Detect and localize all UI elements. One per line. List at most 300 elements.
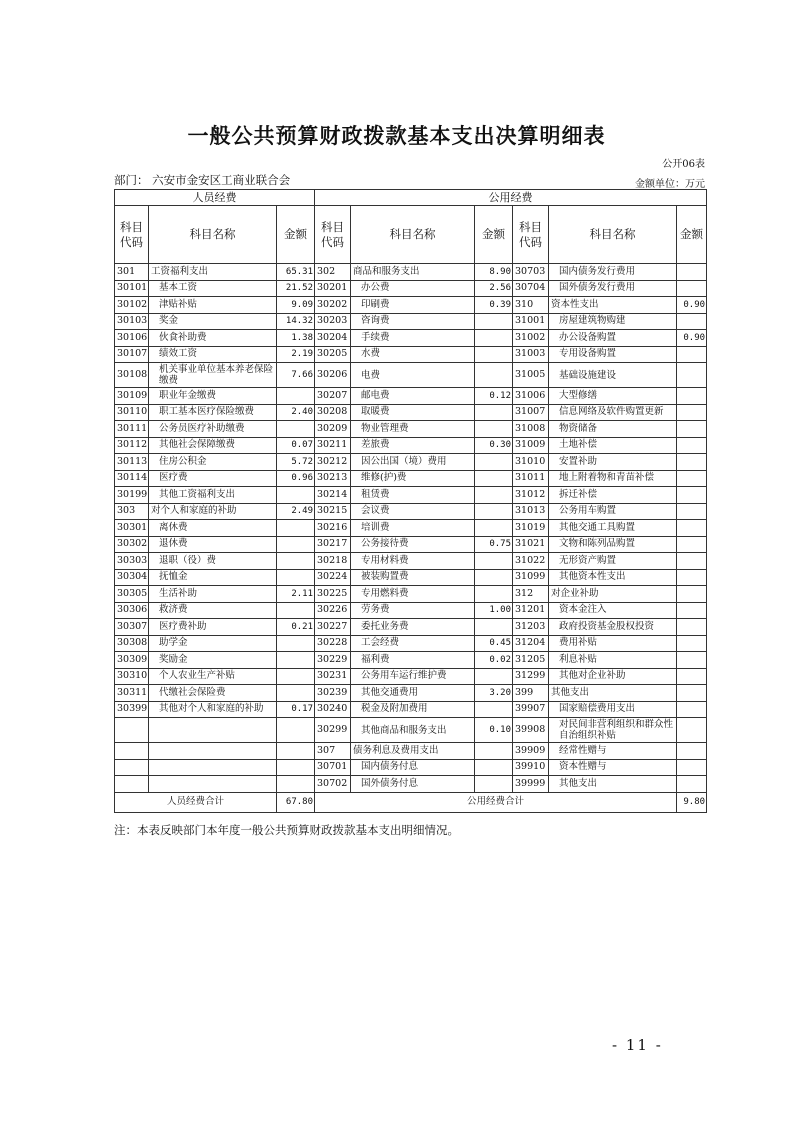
amount-value: [475, 520, 513, 537]
subject-code: 30212: [315, 454, 351, 471]
subject-name: 债务利息及费用支出: [351, 743, 475, 760]
code-header: 科目代码: [315, 206, 351, 264]
amount-value: 0.12: [475, 388, 513, 405]
subject-name: 其他对企业补助: [549, 668, 677, 685]
subject-name: 劳务费: [351, 602, 475, 619]
personnel-total-value: 67.80: [277, 792, 315, 812]
subject-name: 租赁费: [351, 487, 475, 504]
subject-name: 电费: [351, 363, 475, 388]
amount-value: 0.21: [277, 619, 315, 636]
subject-name: 文物和陈列品购置: [549, 536, 677, 553]
amount-value: [677, 652, 707, 669]
subject-name: [149, 743, 277, 760]
subject-code: 30101: [115, 280, 149, 297]
subject-code: 30227: [315, 619, 351, 636]
amount-value: 0.45: [475, 635, 513, 652]
amount-value: [277, 569, 315, 586]
amount-value: [677, 363, 707, 388]
amount-value: 0.02: [475, 652, 513, 669]
subject-code: [115, 776, 149, 793]
table-row: [115, 313, 707, 330]
subject-code: 31021: [513, 536, 549, 553]
subject-name: 职工基本医疗保险缴费: [149, 404, 277, 421]
subject-name: 培训费: [351, 520, 475, 537]
amount-value: [277, 759, 315, 776]
amount-value: 0.90: [677, 330, 707, 347]
subject-name: 安置补助: [549, 454, 677, 471]
subject-code: 30202: [315, 297, 351, 314]
amount-value: 0.90: [677, 297, 707, 314]
table-row: [115, 553, 707, 570]
subject-code: 39910: [513, 759, 549, 776]
amount-value: [677, 454, 707, 471]
table-row: [115, 652, 707, 669]
amount-value: [475, 363, 513, 388]
subject-name: 工会经费: [351, 635, 475, 652]
subject-code: 31012: [513, 487, 549, 504]
subject-code: 30214: [315, 487, 351, 504]
subject-code: 30399: [115, 701, 149, 718]
subject-code: 30109: [115, 388, 149, 405]
amount-value: [677, 313, 707, 330]
page-number: - 11 -: [612, 1036, 663, 1054]
amount-value: [277, 685, 315, 702]
subject-name: 差旅费: [351, 437, 475, 454]
table-row: [115, 503, 707, 520]
table-row: [115, 685, 707, 702]
subject-code: [115, 743, 149, 760]
amount-value: [475, 346, 513, 363]
subject-code: 31022: [513, 553, 549, 570]
amount-header: 金额: [475, 206, 513, 264]
subject-code: 30226: [315, 602, 351, 619]
subject-code: 31204: [513, 635, 549, 652]
subject-code: 30204: [315, 330, 351, 347]
table-row: [115, 470, 707, 487]
subject-name: 国外债务发行费用: [549, 280, 677, 297]
subject-code: 31006: [513, 388, 549, 405]
subject-name: 取暖费: [351, 404, 475, 421]
subject-name: 伙食补助费: [149, 330, 277, 347]
subject-code: 312: [513, 586, 549, 603]
amount-value: [677, 718, 707, 743]
amount-value: [277, 487, 315, 504]
amount-value: 65.31: [277, 264, 315, 281]
amount-header: 金额: [277, 206, 315, 264]
subject-name: 咨询费: [351, 313, 475, 330]
amount-value: [277, 718, 315, 743]
subject-code: [115, 718, 149, 743]
subject-code: 31007: [513, 404, 549, 421]
subject-code: 31002: [513, 330, 549, 347]
subject-name: 资本金注入: [549, 602, 677, 619]
subject-code: 30106: [115, 330, 149, 347]
table-row: [115, 759, 707, 776]
amount-value: [677, 776, 707, 793]
table-row: [115, 487, 707, 504]
subject-code: 30303: [115, 553, 149, 570]
code-header: 科目代码: [513, 206, 549, 264]
subject-name: [149, 759, 277, 776]
subject-code: 303: [115, 503, 149, 520]
amount-value: [475, 586, 513, 603]
amount-value: [475, 759, 513, 776]
subject-name: 国内债务发行费用: [549, 264, 677, 281]
subject-name: 其他资本性支出: [549, 569, 677, 586]
amount-value: [277, 421, 315, 438]
amount-value: [475, 470, 513, 487]
subject-name: 福利费: [351, 652, 475, 669]
amount-value: 0.96: [277, 470, 315, 487]
amount-value: [677, 520, 707, 537]
subject-code: 39999: [513, 776, 549, 793]
subject-name: 土地补偿: [549, 437, 677, 454]
amount-value: 2.11: [277, 586, 315, 603]
subject-name: 离休费: [149, 520, 277, 537]
amount-value: [277, 602, 315, 619]
amount-value: [677, 701, 707, 718]
table-row: [115, 602, 707, 619]
amount-value: [677, 743, 707, 760]
amount-value: [277, 776, 315, 793]
subject-name: 国家赔偿费用支出: [549, 701, 677, 718]
subject-name: 国内债务付息: [351, 759, 475, 776]
subject-code: 30205: [315, 346, 351, 363]
form-number: 公开06表: [662, 159, 705, 170]
amount-value: 0.30: [475, 437, 513, 454]
subject-code: 31010: [513, 454, 549, 471]
subject-code: 30703: [513, 264, 549, 281]
subject-code: 30218: [315, 553, 351, 570]
subject-code: 30213: [315, 470, 351, 487]
subject-code: 30203: [315, 313, 351, 330]
subject-name: 生活补助: [149, 586, 277, 603]
amount-value: [475, 503, 513, 520]
subject-name: 抚恤金: [149, 569, 277, 586]
table-row: [115, 701, 707, 718]
subject-code: 31005: [513, 363, 549, 388]
amount-value: [475, 421, 513, 438]
table-row: [115, 388, 707, 405]
subject-code: 30228: [315, 635, 351, 652]
amount-value: [277, 652, 315, 669]
amount-value: [277, 635, 315, 652]
table-row: [115, 776, 707, 793]
subject-code: 31201: [513, 602, 549, 619]
amount-value: 2.40: [277, 404, 315, 421]
subject-code: 30207: [315, 388, 351, 405]
amount-header: 金额: [677, 206, 707, 264]
subject-name: 基础设施建设: [549, 363, 677, 388]
subject-name: 救济费: [149, 602, 277, 619]
subject-code: 310: [513, 297, 549, 314]
code-header: 科目代码: [115, 206, 149, 264]
amount-value: [677, 553, 707, 570]
amount-value: [475, 454, 513, 471]
table-row: [115, 454, 707, 471]
subject-name: 费用补贴: [549, 635, 677, 652]
subject-name: 被装购置费: [351, 569, 475, 586]
subject-code: 31299: [513, 668, 549, 685]
subject-code: 31009: [513, 437, 549, 454]
table-row: [115, 437, 707, 454]
subject-name: 工资福利支出: [149, 264, 277, 281]
subject-name: 对民间非营利组织和群众性自治组织补贴: [549, 718, 677, 743]
subject-code: 30239: [315, 685, 351, 702]
subject-code: 39908: [513, 718, 549, 743]
subject-code: 30702: [315, 776, 351, 793]
amount-value: [677, 421, 707, 438]
amount-value: 3.20: [475, 685, 513, 702]
table-row: [115, 346, 707, 363]
amount-value: [677, 685, 707, 702]
page-title: 一般公共预算财政拨款基本支出决算明细表: [187, 123, 606, 148]
subject-name: 职业年金缴费: [149, 388, 277, 405]
subject-code: 31013: [513, 503, 549, 520]
subject-name: 其他工资福利支出: [149, 487, 277, 504]
subject-code: 30114: [115, 470, 149, 487]
subject-name: 专用材料费: [351, 553, 475, 570]
subject-name: 房屋建筑物购建: [549, 313, 677, 330]
table-row: [115, 297, 707, 314]
name-header: 科目名称: [549, 206, 677, 264]
subject-code: 30209: [315, 421, 351, 438]
subject-code: 30112: [115, 437, 149, 454]
amount-value: [277, 388, 315, 405]
name-header: 科目名称: [351, 206, 475, 264]
table-row: [115, 569, 707, 586]
subject-name: 其他支出: [549, 776, 677, 793]
amount-value: [677, 487, 707, 504]
table-row: [115, 619, 707, 636]
amount-value: [677, 569, 707, 586]
amount-value: 9.09: [277, 297, 315, 314]
subject-name: 无形资产购置: [549, 553, 677, 570]
subject-name: 因公出国（境）费用: [351, 454, 475, 471]
subject-code: [115, 759, 149, 776]
amount-value: [677, 602, 707, 619]
amount-value: [475, 619, 513, 636]
personnel-section-header: 人员经费: [115, 190, 315, 206]
subject-name: 维修(护)费: [351, 470, 475, 487]
subject-name: 物资储备: [549, 421, 677, 438]
subject-name: 其他商品和服务支出: [351, 718, 475, 743]
amount-value: [677, 404, 707, 421]
table-row: [115, 536, 707, 553]
subject-code: 30299: [315, 718, 351, 743]
subject-code: 30108: [115, 363, 149, 388]
subject-name: 其他对个人和家庭的补助: [149, 701, 277, 718]
amount-value: [475, 404, 513, 421]
subject-name: 退职（役）费: [149, 553, 277, 570]
subject-code: 30301: [115, 520, 149, 537]
subject-name: 公务接待费: [351, 536, 475, 553]
table-row: [115, 668, 707, 685]
table-row: [115, 264, 707, 281]
table-row: [115, 421, 707, 438]
amount-value: 1.38: [277, 330, 315, 347]
subject-code: 302: [315, 264, 351, 281]
subject-code: 31099: [513, 569, 549, 586]
subject-code: 30308: [115, 635, 149, 652]
amount-value: [475, 701, 513, 718]
amount-value: [475, 668, 513, 685]
subject-name: 机关事业单位基本养老保险缴费: [149, 363, 277, 388]
subject-code: 30216: [315, 520, 351, 537]
amount-value: 0.10: [475, 718, 513, 743]
amount-value: [677, 619, 707, 636]
amount-value: [677, 586, 707, 603]
amount-value: [277, 520, 315, 537]
table-note: 注：本表反映部门本年度一般公共预算财政拨款基本支出明细情况。: [114, 823, 459, 837]
amount-value: 0.75: [475, 536, 513, 553]
subject-name: 公务用车购置: [549, 503, 677, 520]
subject-name: 印刷费: [351, 297, 475, 314]
subject-code: 31003: [513, 346, 549, 363]
subject-code: 30111: [115, 421, 149, 438]
department-label: 部门： 六安市金安区工商业联合会: [114, 173, 291, 187]
amount-value: [677, 635, 707, 652]
amount-value: 7.66: [277, 363, 315, 388]
amount-value: [475, 569, 513, 586]
subject-code: 39907: [513, 701, 549, 718]
amount-value: [475, 776, 513, 793]
public-section-header: 公用经费: [315, 190, 707, 206]
subject-code: 30199: [115, 487, 149, 504]
amount-value: [677, 759, 707, 776]
subject-code: 30110: [115, 404, 149, 421]
subject-code: 30240: [315, 701, 351, 718]
subject-name: 利息补贴: [549, 652, 677, 669]
table-row: [115, 280, 707, 297]
subject-name: 其他支出: [549, 685, 677, 702]
table-row: [115, 520, 707, 537]
subject-code: 301: [115, 264, 149, 281]
subject-code: 30113: [115, 454, 149, 471]
subject-code: 30211: [315, 437, 351, 454]
subject-name: [149, 718, 277, 743]
amount-value: 14.32: [277, 313, 315, 330]
subject-code: 30229: [315, 652, 351, 669]
subject-code: 30306: [115, 602, 149, 619]
amount-value: 8.90: [475, 264, 513, 281]
subject-name: 基本工资: [149, 280, 277, 297]
subject-name: 医疗费补助: [149, 619, 277, 636]
amount-value: 21.52: [277, 280, 315, 297]
subject-name: 大型修缮: [549, 388, 677, 405]
subject-code: 399: [513, 685, 549, 702]
amount-value: [677, 280, 707, 297]
amount-value: [677, 668, 707, 685]
subject-name: 商品和服务支出: [351, 264, 475, 281]
expenditure-table: [114, 189, 707, 813]
subject-code: 30305: [115, 586, 149, 603]
subject-code: 31205: [513, 652, 549, 669]
subject-code: 31008: [513, 421, 549, 438]
subject-code: 31001: [513, 313, 549, 330]
amount-value: [277, 553, 315, 570]
subject-name: 专用设备购置: [549, 346, 677, 363]
subject-name: 其他交通工具购置: [549, 520, 677, 537]
amount-value: 1.00: [475, 602, 513, 619]
public-total-label: 公用经费合计: [315, 792, 677, 812]
amount-value: 0.17: [277, 701, 315, 718]
subject-name: 津贴补贴: [149, 297, 277, 314]
subject-name: 个人农业生产补贴: [149, 668, 277, 685]
subject-name: 住房公积金: [149, 454, 277, 471]
subject-name: 资本性支出: [549, 297, 677, 314]
subject-name: 邮电费: [351, 388, 475, 405]
subject-name: 手续费: [351, 330, 475, 347]
subject-code: 307: [315, 743, 351, 760]
subject-name: 医疗费: [149, 470, 277, 487]
subject-code: 31203: [513, 619, 549, 636]
amount-value: [677, 437, 707, 454]
subject-name: 代缴社会保险费: [149, 685, 277, 702]
subject-code: 31019: [513, 520, 549, 537]
personnel-total-label: 人员经费合计: [115, 792, 277, 812]
subject-code: 30701: [315, 759, 351, 776]
amount-value: [677, 388, 707, 405]
subject-code: 30310: [115, 668, 149, 685]
subject-name: 办公费: [351, 280, 475, 297]
table-row: [115, 404, 707, 421]
amount-value: [677, 346, 707, 363]
subject-code: 30217: [315, 536, 351, 553]
amount-value: [277, 668, 315, 685]
subject-name: [149, 776, 277, 793]
subject-code: 30208: [315, 404, 351, 421]
amount-value: 2.49: [277, 503, 315, 520]
subject-code: 30309: [115, 652, 149, 669]
subject-name: 对个人和家庭的补助: [149, 503, 277, 520]
amount-value: [677, 264, 707, 281]
public-total-value: 9.80: [677, 792, 707, 812]
amount-value: [475, 313, 513, 330]
table-row: [115, 586, 707, 603]
subject-name: 物业管理费: [351, 421, 475, 438]
subject-name: 对企业补助: [549, 586, 677, 603]
amount-value: 0.39: [475, 297, 513, 314]
amount-value: 2.19: [277, 346, 315, 363]
subject-code: 30201: [315, 280, 351, 297]
table-row: [115, 330, 707, 347]
amount-value: [677, 470, 707, 487]
subject-name: 委托业务费: [351, 619, 475, 636]
subject-name: 奖励金: [149, 652, 277, 669]
amount-value: [277, 536, 315, 553]
subject-name: 专用燃料费: [351, 586, 475, 603]
subject-name: 公务员医疗补助缴费: [149, 421, 277, 438]
subject-name: 助学金: [149, 635, 277, 652]
amount-value: [475, 553, 513, 570]
subject-code: 30102: [115, 297, 149, 314]
amount-value: [475, 330, 513, 347]
subject-name: 公务用车运行维护费: [351, 668, 475, 685]
table-row: [115, 635, 707, 652]
table-row: [115, 718, 707, 743]
amount-value: 5.72: [277, 454, 315, 471]
subject-code: 31011: [513, 470, 549, 487]
subject-code: 30307: [115, 619, 149, 636]
amount-value: [475, 743, 513, 760]
subject-code: 30107: [115, 346, 149, 363]
subject-name: 国外债务付息: [351, 776, 475, 793]
subject-code: 30224: [315, 569, 351, 586]
subject-code: 30231: [315, 668, 351, 685]
subject-code: 30206: [315, 363, 351, 388]
subject-code: 30103: [115, 313, 149, 330]
